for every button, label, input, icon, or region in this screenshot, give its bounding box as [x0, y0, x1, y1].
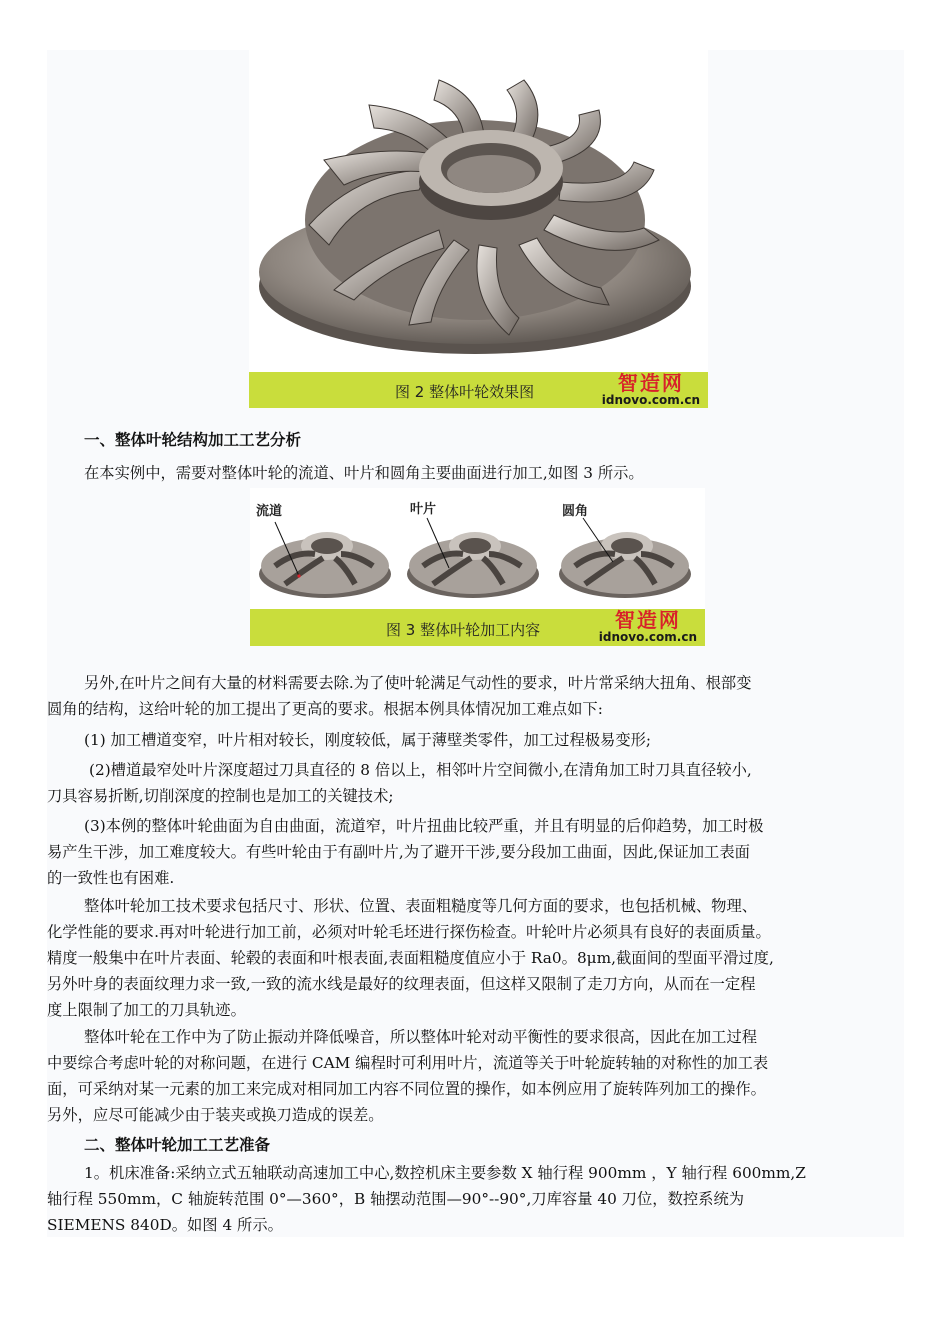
section-1-intro: 在本实例中，需要对整体叶轮的流道、叶片和圆角主要曲面进行加工,如图 3 所示。 — [84, 464, 644, 482]
figure-2-caption: 图 2 整体叶轮效果图 — [395, 383, 535, 401]
paragraph-machine-prep: 1。机床准备:采纳立式五轴联动高速加工中心,数控机床主要参数 X 轴行程 900mm ，Y 轴行程 600mm,Z 轴行程 550mm，C 轴旋转范围 0°—360°，B 轴摆动范围—90°--90°,刀库容量 40 刀位，数控系统为 SIEMENS 840D。如图 4 所示。 — [47, 1164, 806, 1234]
figure-3 — [250, 488, 705, 646]
label-fillet: 圆角 — [562, 504, 589, 519]
paragraph-difficulty-2: (2)槽道最窄处叶片深度超过刀具直径的 8 倍以上，相邻叶片空间微小,在清角加工时刀具直径较小, 刀具容易折断,切削深度的控制也是加工的关键技术; — [47, 761, 752, 805]
paragraph-balance: 整体叶轮在工作中为了防止振动并降低噪音，所以整体叶轮对动平衡性的要求很高，因此在加工过程 中要综合考虑叶轮的对称问题，在进行 CAM 编程时可利用叶片，流道等关于叶轮旋转轴的对称性的加工表 面，可采纳对某一元素的加工来完成对相同加工内容不同位置的操作，如本例应用了旋转阵列加工的操作。 另外，应尽可能减少由于装夹或换刀造成的误差。 — [47, 1028, 769, 1124]
impeller-image — [249, 50, 708, 372]
paragraph-materials: 另外,在叶片之间有大量的材料需要去除.为了使叶轮满足气动性的要求，叶片常采纳大扭角、根部变 圆角的结构，这给叶轮的加工提出了更高的要求。根据本例具体情况加工难点如下: — [47, 674, 752, 718]
watermark-logo — [602, 373, 700, 407]
paragraph-difficulty-1: (1) 加工槽道变窄，叶片相对较长，刚度较低，属于薄壁类零件，加工过程极易变形; — [84, 731, 652, 749]
figure-3-caption: 图 3 整体叶轮加工内容 — [386, 621, 541, 639]
figure-3-caption-bar — [250, 609, 705, 646]
label-runner: 流道 — [256, 504, 283, 519]
paragraph-difficulty-3: (3)本例的整体叶轮曲面为自由曲面，流道窄，叶片扭曲比较严重，并且有明显的后仰趋势，加工时极 易产生干涉，加工难度较大。有些叶轮由于有副叶片,为了避开干涉,要分段加工曲面，因此,保证加工表面 的一致性也有困难. — [47, 817, 764, 887]
section-2-heading: 二、整体叶轮加工工艺准备 — [84, 1135, 271, 1154]
figure-2-caption-bar — [249, 372, 708, 408]
figure-2 — [249, 50, 708, 408]
section-1-heading: 一、整体叶轮结构加工工艺分析 — [84, 430, 302, 449]
logo-mark: 智造网 — [614, 608, 681, 632]
paragraph-requirements: 整体叶轮加工技术要求包括尺寸、形状、位置、表面粗糙度等几何方面的要求，也包括机械、物理、 化学性能的要求.再对叶轮进行加工前，必须对叶轮毛坯进行探伤检查。叶轮叶片必须具有良好的表面质量。 精度一般集中在叶片表面、轮毂的表面和叶根表面,表面粗糙度值应小于 Ra0。8μm,截面间的型面平滑过度, 另外叶身的表面纹理力求一致,一致的流水线是最好的纹理表面，但这样又限制了走刀方向，从而在一定程 度上限制了加工的刀具轨迹。 — [47, 897, 774, 1019]
logo-url: idnovo.com.cn — [601, 393, 700, 407]
logo-mark: 智造网 — [617, 371, 684, 395]
logo-url: idnovo.com.cn — [598, 630, 697, 644]
label-blade: 叶片 — [410, 502, 437, 517]
watermark-logo — [599, 610, 697, 644]
